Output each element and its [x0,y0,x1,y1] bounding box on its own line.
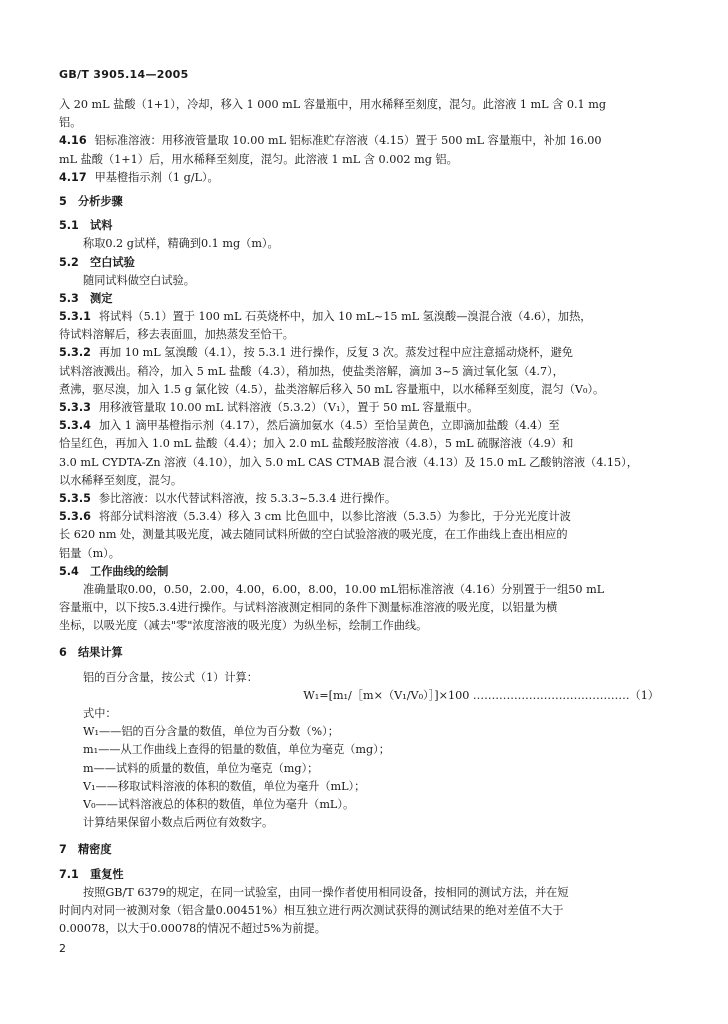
clause-text: 用移液管量取 10.00 mL 试料溶液（5.3.2）（V₁），置于 50 mL 容量瓶中。 [98,401,479,414]
subsection-heading-5-1: 5.1 试料 [59,219,113,233]
text-line: 时间内对同一被测对象（铝含量0.00451%）相互独立进行两次测试获得的测试结果的绝对差值不大于 [59,903,564,917]
subsection-heading-5-3: 5.3 测定 [59,291,113,305]
clause-text: 再加 10 mL 氢溴酸（4.1），按 5.3.1 进行操作，反复 3 次。蒸发过程中应注意摇动烧杯，避免 [98,346,573,360]
section-heading-7: 7 精密度 [59,843,112,857]
text-line: 0.00078，以大于0.00078的情况不超过5%为前提。 [59,922,326,936]
clause-5-3-3 [59,399,659,417]
text-line: 准确量取0.00，0.50，2.00，4.00，6.00，8.00，10.00 mL铝标准溶液（4.16）分别置于一组50 mL [83,582,605,596]
variable-definition: V₁——移取试料溶液的体积的数值，单位为毫升（mL）； [83,779,366,793]
clause-number: 5.3.3 [59,401,91,414]
clause-number: 5.3.1 [59,310,91,324]
subsection-heading-7-1: 7.1 重复性 [59,867,124,881]
text-line: 计算结果保留小数点后两位有效数字。 [83,816,274,830]
section-heading-5: 5 分析步骤 [59,194,123,208]
clause-number: 4.17 [59,170,87,184]
text-line: 入 20 mL 盐酸（1+1），冷却，移入 1 000 mL 容量瓶中，用水稀释至刻度，混匀。此溶液 1 mL 含 0.1 mg [59,98,606,111]
clause-text: 甲基橙指示剂（1 g/L）。 [94,170,219,184]
clause-5-3-6 [59,508,659,526]
clause-number: 5.3.6 [59,510,91,524]
text-line: 待试料溶解后，移去表面皿，加热蒸发至恰干。 [59,328,294,342]
variable-definition: m₁——从工作曲线上查得的铝量的数值，单位为毫克（mg）； [83,743,390,757]
text-line: 式中： [83,707,117,720]
text-line: 3.0 mL CYDTA-Zn 溶液（4.10），加入 5.0 mL CAS CTMAB 混合液（4.13）及 15.0 mL 乙酸钠溶液（4.15）， [59,455,638,469]
clause-5-3-2 [59,344,659,362]
clause-text: 将试料（5.1）置于 100 mL 石英烧杯中，加入 10 mL~15 mL 氢溴酸—溴混合液（4.6），加热， [98,310,592,324]
clause-4-16 [59,132,659,150]
text-line: 称取0.2 g试样，精确到0.1 mg（m）。 [83,237,279,251]
subsection-heading-5-4: 5.4 工作曲线的绘制 [59,564,169,578]
variable-definition: V₀——试料溶液总的体积的数值，单位为毫升（mL）。 [83,797,355,811]
text-line: 长 620 nm 处，测量其吸光度，减去随同试料所做的空白试验溶液的吸光度，在工作曲线上查出相应的 [59,528,568,542]
clause-number: 5.3.4 [59,419,91,433]
text-line: 随同试料做空白试验。 [83,273,195,287]
clause-number: 5.3.5 [59,491,91,505]
text-line: 铝。 [59,116,82,130]
clause-5-3-1 [59,308,659,326]
text-line: 铝量（m）。 [59,546,120,560]
text-line: 以水稀释至刻度，混匀。 [59,473,183,487]
text-line: 坐标，以吸光度（减去"零"浓度溶液的吸光度）为纵坐标，绘制工作曲线。 [59,619,428,633]
formula-1: W₁=[m₁/［m×（V₁/V₀）］]×100 ……………………………………（1） [303,688,659,702]
page-number: 2 [59,942,66,955]
subsection-heading-5-2: 5.2 空白试验 [59,255,135,269]
text-line: mL 盐酸（1+1）后，用水稀释至刻度，混匀。此溶液 1 mL 含 0.002 mg 铝。 [59,152,458,166]
document-body [59,96,659,938]
clause-5-3-5 [59,490,659,508]
text-line: 按照GB/T 6379的规定，在同一试验室，由同一操作者使用相同设备，按相同的测试方法，并在短 [83,885,569,899]
clause-text: 参比溶液：以水代替试料溶液，按 5.3.3~5.3.4 进行操作。 [98,491,397,505]
text-line: 试料溶液溅出。稍冷，加入 5 mL 盐酸（4.3），稍加热，使盐类溶解，滴加 3~5 滴过氧化氢（4.7）， [59,364,564,378]
clause-text: 铝标准溶液：用移液管量取 10.00 mL 铝标准贮存溶液（4.15）置于 500 mL 容量瓶中，补加 16.00 [94,134,602,148]
text-line: 煮沸，驱尽溴，加入 1.5 g 氯化铵（4.5），盐类溶解后移入 50 mL 容量瓶中，以水稀释至刻度，混匀（V₀）。 [59,382,605,396]
text-line: 铝的百分含量，按公式（1）计算： [83,670,258,684]
clause-text: 将部分试料溶液（5.3.4）移入 3 cm 比色皿中，以参比溶液（5.3.5）为参比，于分光光度计波 [98,510,571,524]
section-heading-6: 6 结果计算 [59,646,123,660]
text-line: 容量瓶中，以下按5.3.4进行操作。与试料溶液测定相同的条件下测量标准溶液的吸光度，以铝量为横 [59,601,558,615]
variable-definition: m——试料的质量的数值，单位为毫克（mg）； [83,761,319,775]
text-line: 恰呈红色，再加入 1.0 mL 盐酸（4.4）；加入 2.0 mL 盐酸羟胺溶液（4.8），5 mL 硫脲溶液（4.9）和 [59,437,574,451]
clause-text: 加入 1 滴甲基橙指示剂（4.17），然后滴加氨水（4.5）至恰呈黄色，立即滴加盐酸（4.4）至 [98,419,560,433]
clause-number: 5.3.2 [59,346,91,360]
variable-definition: W₁——铝的百分含量的数值，单位为百分数（%）； [83,725,339,739]
standard-header: GB/T 3905.14—2005 [59,68,189,81]
clause-5-3-4 [59,417,659,435]
clause-number: 4.16 [59,134,87,148]
clause-4-17 [59,169,659,187]
